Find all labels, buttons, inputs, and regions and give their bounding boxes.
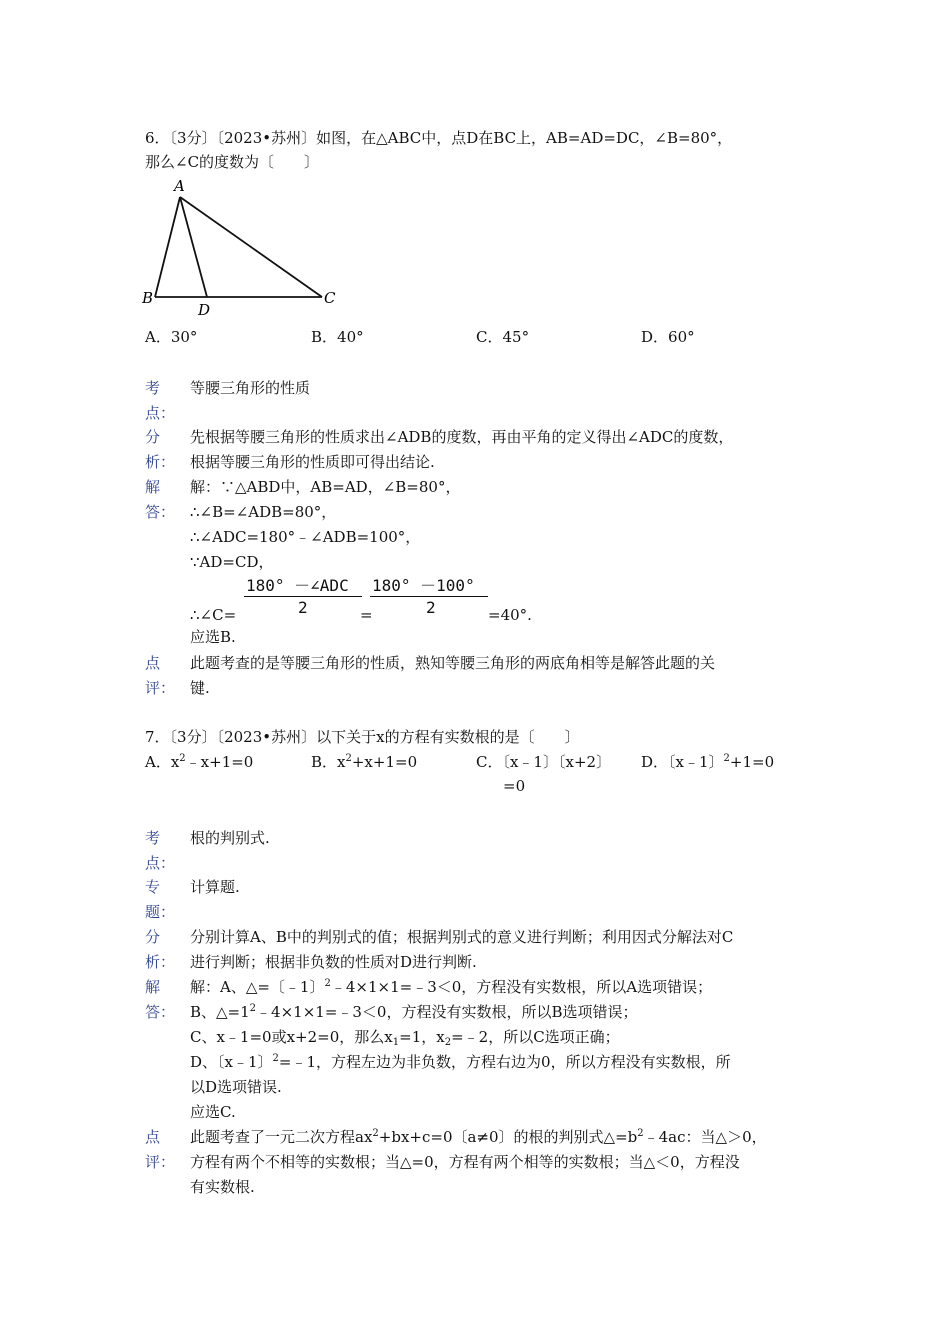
- q6-kaodian-label-1: 考: [145, 379, 161, 397]
- vertex-label-d: D: [198, 301, 211, 319]
- q6-dianping-line2: 键.: [190, 679, 210, 697]
- q6-frac-prefix: ∴∠C=: [190, 606, 237, 624]
- q7-option-c-cont: =0: [503, 777, 526, 795]
- q6-jieda-label-2: 答：: [145, 503, 176, 521]
- vertex-label-c: C: [324, 289, 336, 307]
- q6-dianping-line1: 此题考查的是等腰三角形的性质，熟知等腰三角形的两底角相等是解答此题的关: [190, 654, 716, 672]
- q7-dianping-label-2: 评：: [145, 1153, 176, 1171]
- q6-frac-result: =40°.: [488, 606, 532, 624]
- q7-kaodian-label-2: 点：: [145, 854, 176, 872]
- q6-fenxi-label-2: 析：: [145, 453, 176, 471]
- q6-kaodian-text: 等腰三角形的性质: [190, 379, 311, 397]
- segment-ab: [155, 197, 180, 297]
- q6-frac1-bar: [244, 596, 362, 597]
- q7-zhuanti-label-1: 专: [145, 878, 161, 896]
- q7-zhuanti-text: 计算题.: [190, 878, 240, 896]
- q7-dianping-line2: 方程有两个不相等的实数根；当△=0，方程有两个相等的实数根；当△＜0，方程没: [190, 1153, 740, 1171]
- q7-jieda-line2: B、$\triangle=1^2﹣4\times 1\times 1=﹣3<0$，方程没有实数根，所以B选项错误；: [190, 1003, 638, 1021]
- q6-frac1-denominator: 2: [298, 598, 308, 617]
- q6-fenxi-line2: 根据等腰三角形的性质即可得出结论.: [190, 453, 435, 471]
- q6-triangle-figure: [140, 175, 340, 320]
- q7-option-a: A．$x^2﹣x+1=0$: [145, 753, 254, 771]
- q6-option-a: A．30°: [145, 328, 198, 346]
- q7-jieda-line5: 以D选项错误.: [190, 1078, 282, 1096]
- q6-jieda-label-1: 解: [145, 478, 161, 496]
- q7-fenxi-line1: 分别计算A、B中的判别式的值；根据判别式的意义进行判断；利用因式分解法对C: [190, 928, 734, 946]
- q6-stem-line1: 6．〔3分〕〔2023•苏州〕如图，在△ABC中，点D在BC上，AB=AD=DC，∠B=80°，: [145, 129, 733, 147]
- q6-kaodian-label-2: 点：: [145, 404, 176, 422]
- q6-option-c: C．45°: [476, 328, 530, 346]
- q6-frac-equals: =: [360, 606, 373, 624]
- q6-frac2-denominator: 2: [426, 598, 436, 617]
- q7-jieda-label-2: 答：: [145, 1003, 176, 1021]
- q7-jieda-line4: D、〔x﹣1〕$^2$=﹣1，方程左边为非负数，方程右边为0，所以方程没有实数根，所: [190, 1053, 731, 1071]
- q7-fenxi-label-2: 析：: [145, 953, 176, 971]
- q6-frac1-numerator: 180° －∠ADC: [246, 576, 349, 595]
- vertex-label-b: B: [142, 289, 154, 307]
- q6-fenxi-label-1: 分: [145, 428, 161, 446]
- q7-answer: 应选C.: [190, 1103, 236, 1121]
- q6-fenxi-line1: 先根据等腰三角形的性质求出∠ADB的度数，再由平角的定义得出∠ADC的度数，: [190, 428, 734, 446]
- q6-frac2-bar: [370, 596, 488, 597]
- q6-frac2-numerator: 180° －100°: [372, 576, 475, 595]
- q6-answer: 应选B.: [190, 628, 236, 646]
- segment-ad: [180, 197, 207, 297]
- q7-fenxi-label-1: 分: [145, 928, 161, 946]
- vertex-label-a: A: [174, 177, 185, 195]
- q7-dianping-label-1: 点: [145, 1128, 161, 1146]
- q7-kaodian-label-1: 考: [145, 829, 161, 847]
- q7-zhuanti-label-2: 题：: [145, 903, 176, 921]
- q7-option-b: B．$x^2+x+1=0$: [311, 753, 418, 771]
- q6-dianping-label-2: 评：: [145, 679, 176, 697]
- q7-kaodian-text: 根的判别式.: [190, 829, 270, 847]
- segment-ac: [180, 197, 322, 297]
- q7-dianping-line1: 此题考查了一元二次方程$ax^2+bx+c=0$〔a≠0〕的根的判别式$\triangle=b^2﹣4ac$：当△＞0，: [190, 1128, 767, 1146]
- q7-option-c: C．〔x﹣1〕〔x+2〕: [476, 753, 612, 771]
- q6-option-d: D．60°: [641, 328, 695, 346]
- q7-dianping-line3: 有实数根.: [190, 1178, 255, 1196]
- q6-stem-line2: 那么∠C的度数为〔 〕: [145, 153, 320, 171]
- q6-jieda-line1: 解：∵△ABD中，AB=AD，∠B=80°，: [190, 478, 461, 496]
- q6-option-b: B．40°: [311, 328, 364, 346]
- q7-stem: 7．〔3分〕〔2023•苏州〕以下关于x的方程有实数根的是〔 〕: [145, 728, 580, 746]
- q6-jieda-line2: ∴∠B=∠ADB=80°，: [190, 503, 337, 521]
- q6-jieda-line3: ∴∠ADC=180°﹣∠ADB=100°，: [190, 528, 421, 546]
- q7-option-d: D．〔x﹣1〕$^2$+1=0: [641, 753, 775, 771]
- q7-fenxi-line2: 进行判断；根据非负数的性质对D进行判断.: [190, 953, 477, 971]
- q6-dianping-label-1: 点: [145, 654, 161, 672]
- q7-jieda-label-1: 解: [145, 978, 161, 996]
- q7-jieda-line3: C、x﹣1=0或x+2=0，那么$x_1=1$，$x_2=﹣2$，所以C选项正确；: [190, 1028, 620, 1048]
- q6-jieda-line4: ∵AD=CD，: [190, 553, 274, 571]
- q7-jieda-line1: 解：A、△=〔﹣1〕$^2$﹣4×1×1=﹣3＜0，方程没有实数根，所以A选项错误；: [190, 978, 713, 996]
